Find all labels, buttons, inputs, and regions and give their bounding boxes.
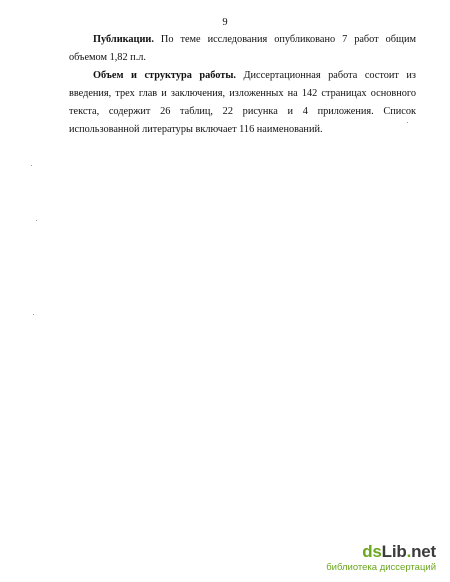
paragraph-text: По теме исследования опубликовано 7 работ общим объемом 1,82 п.л.	[69, 34, 416, 63]
paragraph-structure	[69, 67, 416, 139]
watermark-logo-dot: .	[406, 542, 412, 561]
scan-speck	[33, 314, 34, 315]
scan-speck	[31, 165, 32, 166]
paragraph-heading: Объем и структура работы.	[93, 70, 236, 81]
watermark-logo-ds: ds	[362, 542, 382, 561]
scan-speck	[407, 122, 408, 123]
paragraph-heading: Публикации.	[93, 34, 154, 45]
paragraph-publications	[69, 31, 416, 67]
watermark-logo-lib: Lib	[381, 542, 407, 561]
dslib-watermark	[316, 543, 436, 574]
paragraph-text: Диссертационная работа состоит из введения, трех глав и заключения, изложенных на 142 страницах основного текста, содержит 26 таблиц, 22 рисунка и 4 приложения. Список использованной литературы включает 116 наименований.	[69, 70, 416, 135]
watermark-logo	[316, 543, 436, 561]
watermark-tagline: библиотека диссертаций	[326, 562, 436, 573]
scan-speck	[36, 220, 37, 221]
page-number: 9	[222, 17, 228, 28]
watermark-logo-net: net	[411, 542, 436, 561]
